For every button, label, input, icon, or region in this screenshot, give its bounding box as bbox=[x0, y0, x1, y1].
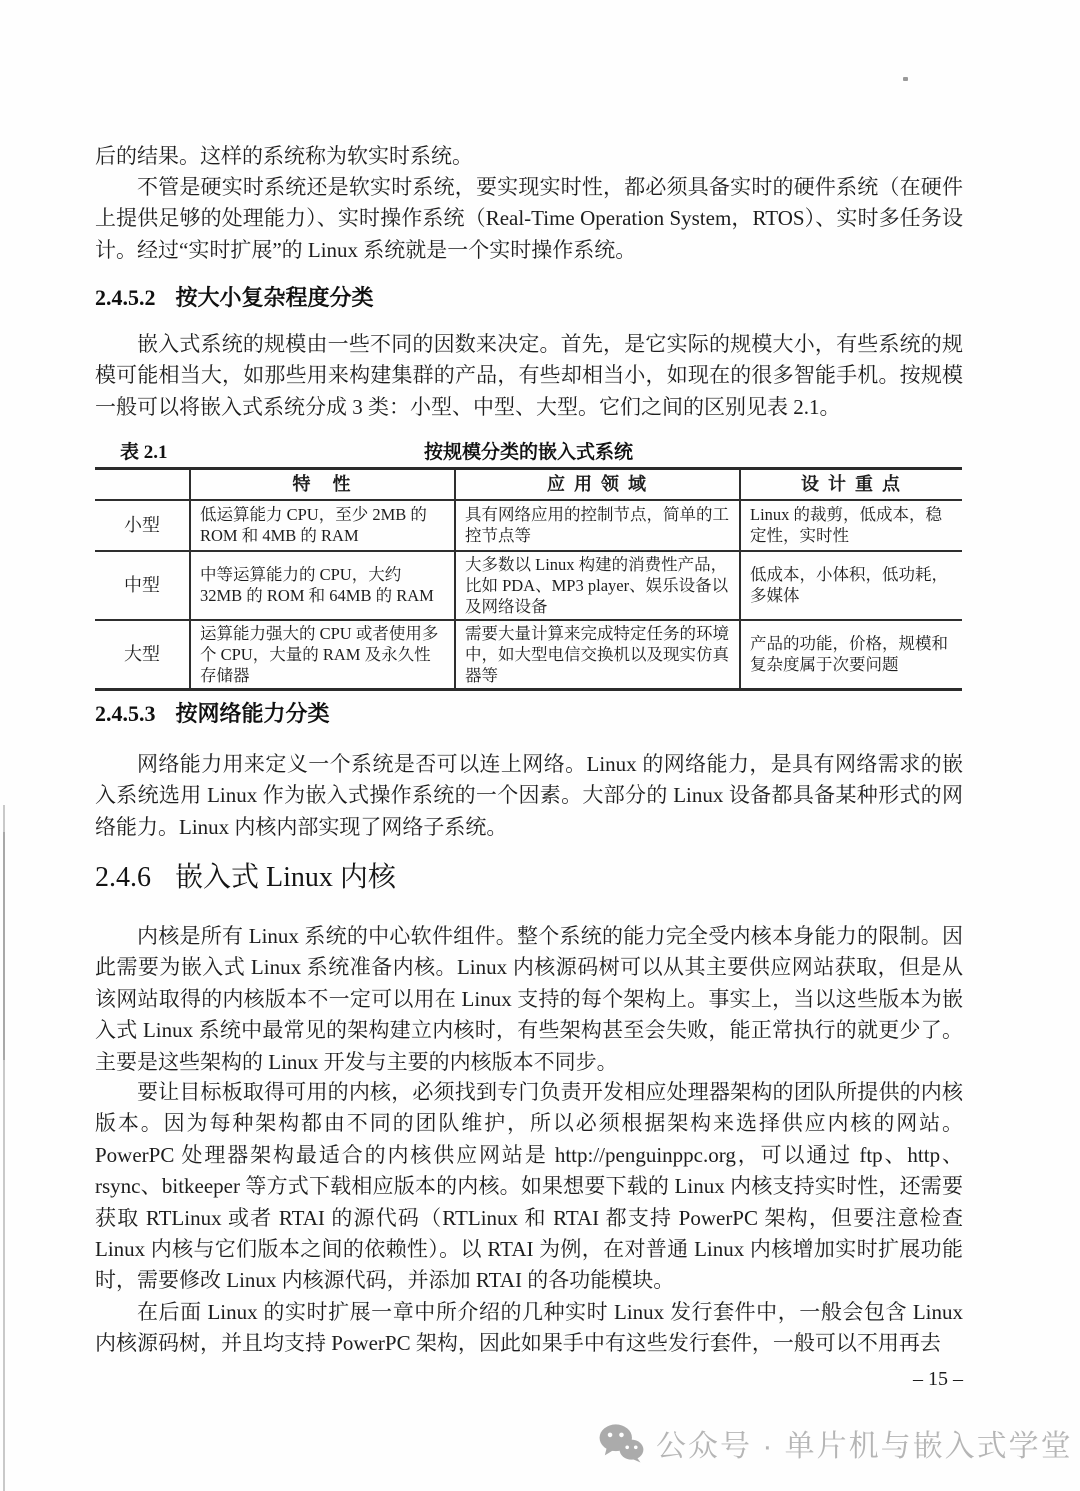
heading-title: 嵌入式 Linux 内核 bbox=[175, 862, 396, 893]
embedded-systems-scale-table bbox=[95, 467, 962, 691]
heading-2-4-5-3 bbox=[95, 701, 330, 727]
heading-number: 2.4.5.2 bbox=[95, 285, 156, 310]
table-caption-label: 表 2.1 bbox=[120, 442, 168, 463]
table-caption bbox=[95, 441, 962, 465]
heading-title: 按网络能力分类 bbox=[175, 701, 330, 726]
paragraph-scale-classification: 嵌入式系统的规模由一些不同的因数来决定。首先，是它实际的规模大小，有些系统的规模可能相当大，如那些用来构建集群的产品，有些却相当小，如现在的很多智能手机。按规模一般可以将嵌入式系统分成 3 类：小型、中型、大型。它们之间的区别见表 2.1。 bbox=[95, 332, 963, 419]
heading-title: 按大小复杂程度分类 bbox=[175, 285, 374, 310]
table-cell-application: 需要大量计算来完成特定任务的环境中，如大型电信交换机以及现实仿真器等 bbox=[455, 620, 740, 690]
table-row-medium bbox=[95, 551, 962, 620]
table-header-feature: 特 性 bbox=[190, 469, 455, 500]
table-caption-title: 按规模分类的嵌入式系统 bbox=[423, 442, 633, 463]
watermark-text: 公众号 · 单片机与嵌入式学堂 bbox=[656, 1430, 1073, 1463]
table-header-design: 设 计 重 点 bbox=[740, 469, 962, 500]
table-cell-type: 小型 bbox=[95, 500, 190, 551]
table-cell-type: 大型 bbox=[95, 620, 190, 690]
heading-2-4-6 bbox=[95, 862, 396, 894]
paragraph-kernel-intro: 内核是所有 Linux 系统的中心软件组件。整个系统的能力完全受内核本身能力的限制。因此需要为嵌入式 Linux 系统准备内核。Linux 内核源码树可以从其主要供应网站获取，但是从该网站取得的内核版本不一定可以用在 Linux 支持的每个架构上。事实上，当以这些版本为嵌入式 Linux 系统中最常见的架构建立内核时，有些架构甚至会失败，能正常执行的就更少了。主要是这些架构的 Linux 开发与主要的内核版本不同步。 bbox=[95, 924, 963, 1074]
heading-number: 2.4.6 bbox=[95, 862, 151, 893]
table-cell-feature: 运算能力强大的 CPU 或者使用多个 CPU，大量的 RAM 及永久性存储器 bbox=[190, 620, 455, 690]
table-header-application: 应 用 领 域 bbox=[455, 469, 740, 500]
paragraph-soft-realtime-continuation: 后的结果。这样的系统称为软实时系统。 bbox=[95, 144, 473, 168]
table-header-type bbox=[95, 469, 190, 500]
table-row-large bbox=[95, 620, 962, 690]
heading-number: 2.4.5.3 bbox=[95, 701, 156, 726]
paragraph-realtime-requirements: 不管是硬实时系统还是软实时系统，要实现实时性，都必须具备实时的硬件系统（在硬件上提供足够的处理能力）、实时操作系统（Real-Time Operation System，RTOS）、实时多任务设计。经过“实时扩展”的 Linux 系统就是一个实时操作系统。 bbox=[95, 175, 963, 262]
scan-artifact-speck bbox=[903, 77, 908, 81]
heading-2-4-5-2 bbox=[95, 285, 374, 311]
scan-artifact-left-line-dark bbox=[3, 832, 5, 1060]
table-row-small bbox=[95, 500, 962, 551]
paragraph-realtime-distributions: 在后面 Linux 的实时扩展一章中所介绍的几种实时 Linux 发行套件中，一般会包含 Linux 内核源码树，并且均支持 PowerPC 架构，因此如果手中有这些发行套件，一般可以不用再去 bbox=[95, 1300, 963, 1356]
table-cell-design: 产品的功能，价格，规模和复杂度属于次要问题 bbox=[740, 620, 962, 690]
paragraph-kernel-sources: 要让目标板取得可用的内核，必须找到专门负责开发相应处理器架构的团队所提供的内核版本。因为每种架构都由不同的团队维护，所以必须根据架构来选择供应内核的网站。PowerPC 处理器架构最适合的内核供应网站是 http://penguinppc.org，可以通过 ftp、http、rsync、bitkeeper 等方式下载相应版本的内核。如果想要下载的 Linux 内核支持实时性，还需要获取 RTLinux 或者 RTAI 的源代码（RTLinux 和 RTAI 都支持 PowerPC 架构，但要注意检查 Linux 内核与它们版本之间的依赖性）。以 RTAI 为例，在对普通 Linux 内核增加实时扩展功能时，需要修改 Linux 内核源代码，并添加 RTAI 的各功能模块。 bbox=[95, 1080, 963, 1293]
table-cell-application: 具有网络应用的控制节点，简单的工控节点等 bbox=[455, 500, 740, 551]
watermark-footer bbox=[598, 1420, 1073, 1466]
wechat-icon bbox=[598, 1423, 644, 1463]
table-cell-type: 中型 bbox=[95, 551, 190, 620]
paragraph-network-capability: 网络能力用来定义一个系统是否可以连上网络。Linux 的网络能力，是具有网络需求的嵌入系统选用 Linux 作为嵌入式操作系统的一个因素。大部分的 Linux 设备都具备某种形式的网络能力。Linux 内核内部实现了网络子系统。 bbox=[95, 752, 963, 839]
table-cell-feature: 低运算能力 CPU，至少 2MB 的 ROM 和 4MB 的 RAM bbox=[190, 500, 455, 551]
table-cell-application: 大多数以 Linux 构建的消费性产品，比如 PDA、MP3 player、娱乐设备以及网络设备 bbox=[455, 551, 740, 620]
table-cell-feature: 中等运算能力的 CPU，大约 32MB 的 ROM 和 64MB 的 RAM bbox=[190, 551, 455, 620]
page-number: – 15 – bbox=[913, 1368, 963, 1390]
table-cell-design: 低成本，小体积，低功耗，多媒体 bbox=[740, 551, 962, 620]
table-cell-design: Linux 的裁剪，低成本，稳定性，实时性 bbox=[750, 505, 943, 545]
table-header-row bbox=[95, 469, 962, 500]
